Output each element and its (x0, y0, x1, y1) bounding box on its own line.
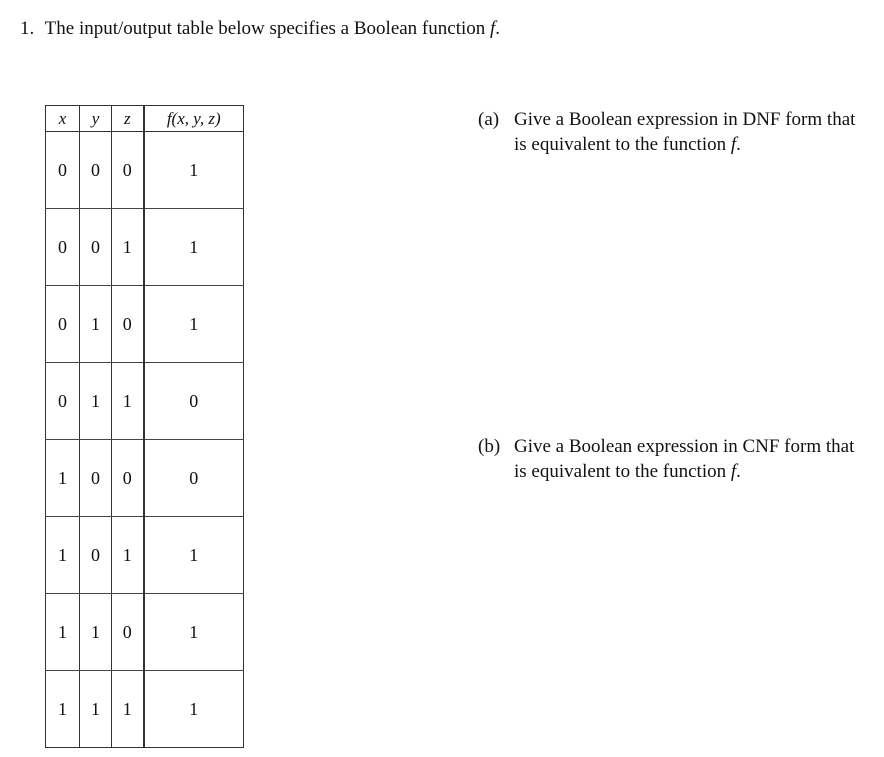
cell-x: 1 (46, 594, 80, 671)
table-row (46, 132, 244, 209)
part-a-line2-text: is equivalent to the function (514, 134, 727, 155)
cell-z: 1 (112, 363, 144, 440)
table-row (46, 286, 244, 363)
question-number: 1. (20, 18, 35, 39)
truth-table (45, 105, 244, 748)
question-function-symbol: f (490, 18, 496, 39)
part-b-line1: Give a Boolean expression in CNF form that (514, 436, 855, 457)
table-row (46, 209, 244, 286)
part-b (478, 434, 878, 484)
cell-f: 0 (144, 440, 244, 517)
table-row (46, 517, 244, 594)
part-a (478, 107, 878, 157)
cell-z: 0 (112, 286, 144, 363)
cell-z: 0 (112, 440, 144, 517)
part-b-function-symbol: f (730, 461, 737, 482)
cell-y: 1 (80, 594, 112, 671)
cell-f: 0 (144, 363, 244, 440)
cell-x: 1 (46, 671, 80, 748)
part-a-period: . (736, 134, 741, 155)
cell-y: 1 (80, 286, 112, 363)
cell-x: 0 (46, 363, 80, 440)
part-b-line2-text: is equivalent to the function (514, 461, 727, 482)
header-f: f(x, y, z) (144, 106, 244, 132)
header-y: y (80, 106, 112, 132)
cell-f: 1 (144, 594, 244, 671)
table-row (46, 363, 244, 440)
header-z: z (112, 106, 144, 132)
cell-y: 0 (80, 440, 112, 517)
part-a-label: (a) (478, 109, 500, 130)
cell-y: 0 (80, 132, 112, 209)
cell-f: 1 (144, 671, 244, 748)
table-row (46, 594, 244, 671)
table-row (46, 440, 244, 517)
cell-y: 1 (80, 363, 112, 440)
cell-z: 1 (112, 209, 144, 286)
cell-x: 1 (46, 517, 80, 594)
part-a-line1: Give a Boolean expression in DNF form that (514, 109, 856, 130)
question-text (20, 18, 500, 40)
part-a-line2 (514, 132, 878, 157)
question-body: The input/output table below specifies a Boolean function (44, 18, 486, 39)
cell-z: 0 (112, 594, 144, 671)
cell-f: 1 (144, 132, 244, 209)
part-b-line2 (514, 459, 878, 484)
cell-f: 1 (144, 517, 244, 594)
table-row (46, 671, 244, 748)
cell-z: 1 (112, 517, 144, 594)
part-b-label: (b) (478, 436, 501, 457)
cell-f: 1 (144, 286, 244, 363)
cell-x: 0 (46, 209, 80, 286)
cell-y: 1 (80, 671, 112, 748)
cell-x: 1 (46, 440, 80, 517)
part-a-function-symbol: f (730, 134, 737, 155)
part-b-period: . (736, 461, 741, 482)
cell-x: 0 (46, 286, 80, 363)
cell-z: 0 (112, 132, 144, 209)
cell-x: 0 (46, 132, 80, 209)
cell-y: 0 (80, 209, 112, 286)
truth-table-header-row (46, 106, 244, 132)
cell-z: 1 (112, 671, 144, 748)
cell-y: 0 (80, 517, 112, 594)
cell-f: 1 (144, 209, 244, 286)
header-x: x (46, 106, 80, 132)
question-period: . (495, 18, 501, 39)
